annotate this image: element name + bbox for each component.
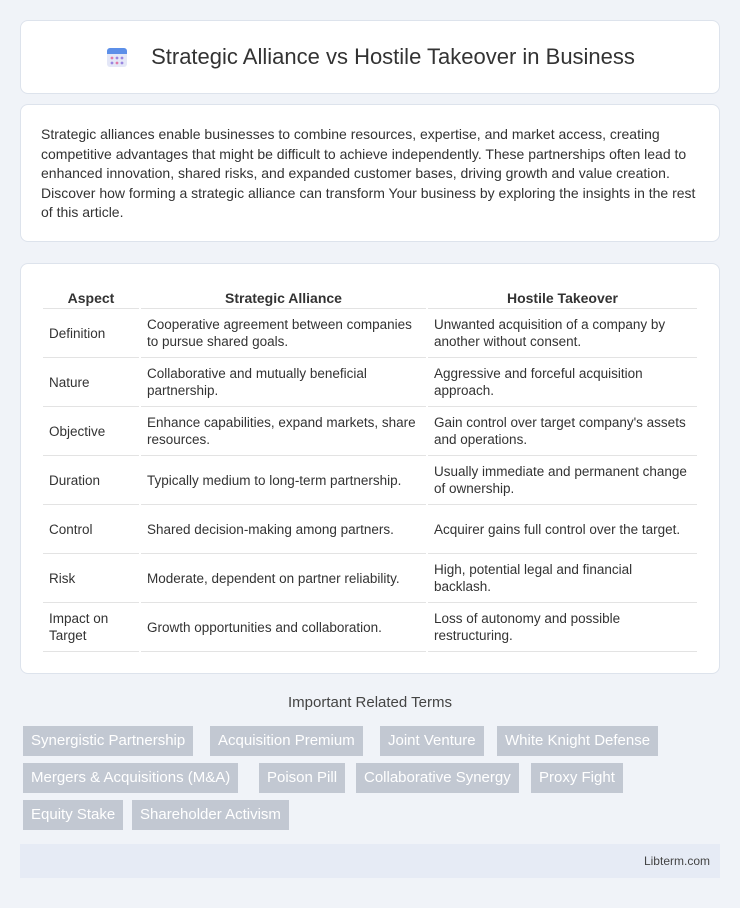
takeover-cell: Gain control over target company's assets and operations. <box>428 407 697 456</box>
tag-synergistic-partnership[interactable]: Synergistic Partnership <box>23 726 193 756</box>
comparison-table <box>41 284 699 652</box>
tag-proxy-fight[interactable]: Proxy Fight <box>531 763 623 793</box>
table-row <box>43 603 697 652</box>
takeover-cell: Unwanted acquisition of a company by another without consent. <box>428 309 697 358</box>
intro-text: Strategic alliances enable businesses to combine resources, expertise, and market access, creating competitive advantages that might be difficult to achieve independently. These partnerships often lead to enhanced innovation, shared risks, and expanded customer bases, driving growth and value creation. Discover how forming a strategic alliance can transform Your business by exploring the insights in the rest of this article. <box>41 126 696 220</box>
tag-poison-pill[interactable]: Poison Pill <box>259 763 345 793</box>
takeover-cell: Aggressive and forceful acquisition approach. <box>428 358 697 407</box>
table-row <box>43 309 697 358</box>
takeover-cell: Acquirer gains full control over the target. <box>428 505 697 554</box>
comparison-card <box>20 263 720 674</box>
aspect-cell: Impact on Target <box>43 603 139 652</box>
table-row <box>43 456 697 505</box>
tag-joint-venture[interactable]: Joint Venture <box>380 726 484 756</box>
aspect-cell: Risk <box>43 554 139 603</box>
aspect-cell: Control <box>43 505 139 554</box>
alliance-cell: Growth opportunities and collaboration. <box>141 603 426 652</box>
tag-collaborative-synergy[interactable]: Collaborative Synergy <box>356 763 519 793</box>
alliance-cell: Enhance capabilities, expand markets, share resources. <box>141 407 426 456</box>
tag-mergers-acquisitions[interactable]: Mergers & Acquisitions (M&A) <box>23 763 238 793</box>
page-title: Strategic Alliance vs Hostile Takeover in Business <box>151 44 635 69</box>
table-row <box>43 407 697 456</box>
aspect-cell: Nature <box>43 358 139 407</box>
takeover-cell: High, potential legal and financial backlash. <box>428 554 697 603</box>
column-header-hostile-takeover: Hostile Takeover <box>428 284 697 309</box>
tag-acquisition-premium[interactable]: Acquisition Premium <box>210 726 363 756</box>
calendar-icon <box>105 45 129 69</box>
aspect-cell: Duration <box>43 456 139 505</box>
table-header-row <box>43 284 697 309</box>
alliance-cell: Shared decision-making among partners. <box>141 505 426 554</box>
tag-shareholder-activism[interactable]: Shareholder Activism <box>132 800 289 830</box>
footer-site-link[interactable]: Libterm.com <box>643 854 710 868</box>
column-header-aspect: Aspect <box>43 284 139 309</box>
intro-card <box>20 104 720 242</box>
aspect-cell: Objective <box>43 407 139 456</box>
related-terms-heading: Important Related Terms <box>288 694 452 711</box>
tag-equity-stake[interactable]: Equity Stake <box>23 800 123 830</box>
tag-white-knight-defense[interactable]: White Knight Defense <box>497 726 658 756</box>
column-header-strategic-alliance: Strategic Alliance <box>141 284 426 309</box>
aspect-cell: Definition <box>43 309 139 358</box>
table-row <box>43 358 697 407</box>
title-card <box>20 20 720 94</box>
table-row <box>43 554 697 603</box>
alliance-cell: Cooperative agreement between companies to pursue shared goals. <box>141 309 426 358</box>
alliance-cell: Collaborative and mutually beneficial partnership. <box>141 358 426 407</box>
footer <box>20 844 720 878</box>
takeover-cell: Usually immediate and permanent change of ownership. <box>428 456 697 505</box>
takeover-cell: Loss of autonomy and possible restructuring. <box>428 603 697 652</box>
table-row <box>43 505 697 554</box>
alliance-cell: Typically medium to long-term partnership. <box>141 456 426 505</box>
alliance-cell: Moderate, dependent on partner reliability. <box>141 554 426 603</box>
